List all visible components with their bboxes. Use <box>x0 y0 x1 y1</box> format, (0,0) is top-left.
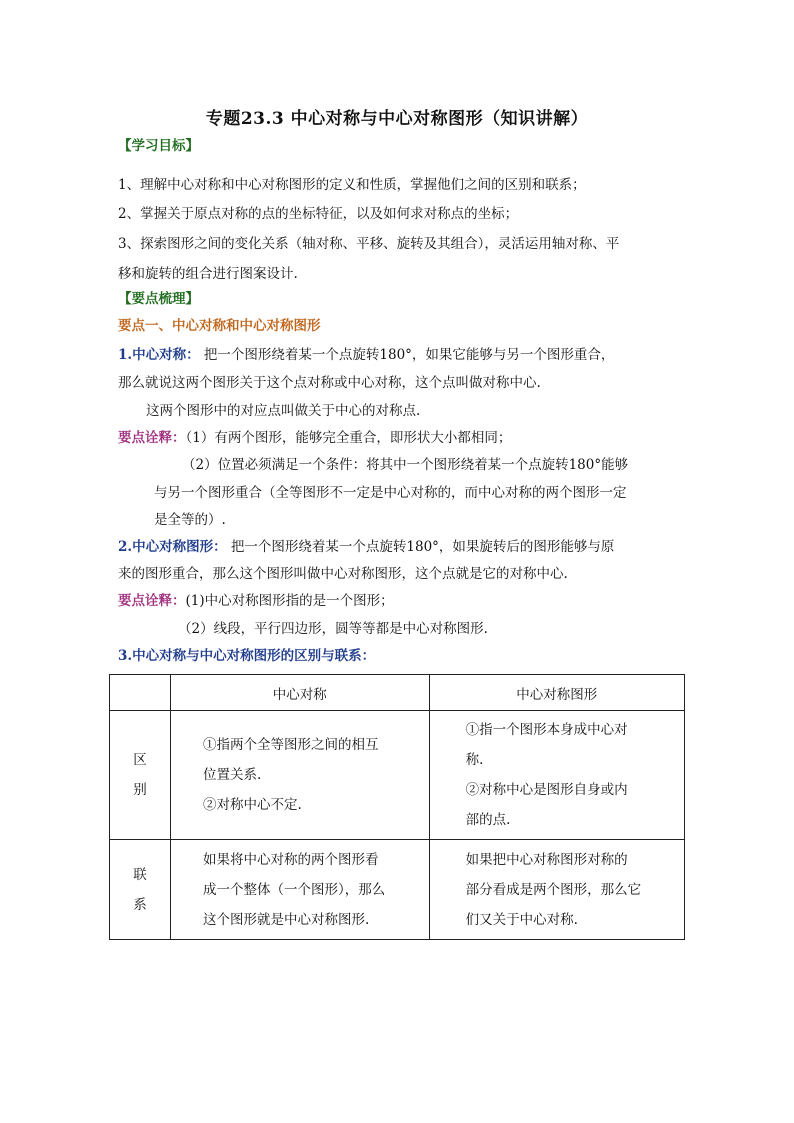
goal-item-3-cont: 移和旋转的组合进行图案设计. <box>118 266 298 282</box>
note1-line3: 与另一个图形重合（全等图形不一定是中心对称的，而中心对称的两个图形一定 <box>154 485 627 501</box>
point1-heading: 要点一、中心对称和中心对称图形 <box>118 318 321 334</box>
note1-label: 要点诠释： <box>118 430 186 446</box>
def1-line1: 1.中心对称： 把一个图形绕着某一个点旋转180°，如果它能够与另一个图形重合， <box>118 347 615 363</box>
note1-line1: 要点诠释：（1）有两个图形，能够完全重合，即形状大小都相同； <box>118 430 512 446</box>
goal-item-1: 1、理解中心对称和中心对称图形的定义和性质，掌握他们之间的区别和联系； <box>118 177 586 193</box>
table-cell: 如果把中心对称图形对称的 部分看成是两个图形，那么它 们又关于中心对称. <box>429 840 684 940</box>
comparison-table <box>109 674 685 940</box>
goal-item-2: 2、掌握关于原点对称的点的坐标特征，以及如何求对称点的坐标； <box>118 206 519 222</box>
page-title: 专题23.3 中心对称与中心对称图形（知识讲解） <box>205 109 589 129</box>
def2-label: 2.中心对称图形： <box>118 539 227 555</box>
goals-heading: 【学习目标】 <box>118 138 199 154</box>
points-heading: 【要点梳理】 <box>118 291 199 307</box>
goal-item-3: 3、探索图形之间的变化关系（轴对称、平移、旋转及其组合），灵活运用轴对称、平 <box>118 236 620 252</box>
table-corner-cell <box>110 675 171 711</box>
table-cell: 如果将中心对称的两个图形看 成一个整体（一个图形），那么 这个图形就是中心对称图形. <box>171 840 430 940</box>
note1-line2: （2）位置必须满足一个条件：将其中一个图形绕着某一个点旋转180°能够 <box>182 457 629 473</box>
table-col-header: 中心对称图形 <box>429 675 684 711</box>
note2-line2: （2）线段，平行四边形，圆等等都是中心对称图形. <box>178 621 488 637</box>
table-header-row <box>110 675 685 711</box>
def1-label: 1.中心对称： <box>118 347 200 363</box>
note2-label: 要点诠释： <box>118 593 186 609</box>
table-row-header: 联 系 <box>110 840 171 940</box>
table-row-header: 区 别 <box>110 711 171 840</box>
table-row <box>110 840 685 940</box>
def1-line3: 这两个图形中的对应点叫做关于中心的对称点. <box>146 403 421 419</box>
table-cell: ①指两个全等图形之间的相互 位置关系. ②对称中心不定. <box>171 711 430 840</box>
note1-line4: 是全等的）. <box>154 512 226 528</box>
note2-line1: 要点诠释：(1)中心对称图形指的是一个图形； <box>118 593 394 609</box>
table-cell: ①指一个图形本身成中心对 称. ②对称中心是图形自身或内 部的点. <box>429 711 684 840</box>
def3-heading: 3.中心对称与中心对称图形的区别与联系： <box>118 648 376 664</box>
table-row <box>110 711 685 840</box>
table-col-header: 中心对称 <box>171 675 430 711</box>
def2-line2: 来的图形重合，那么这个图形叫做中心对称图形，这个点就是它的对称中心. <box>118 566 568 582</box>
def2-line1: 2.中心对称图形： 把一个图形绕着某一个点旋转180°，如果旋转后的图形能够与原 <box>118 539 615 555</box>
def1-line2: 那么就说这两个图形关于这个点对称或中心对称，这个点叫做对称中心. <box>118 375 541 391</box>
